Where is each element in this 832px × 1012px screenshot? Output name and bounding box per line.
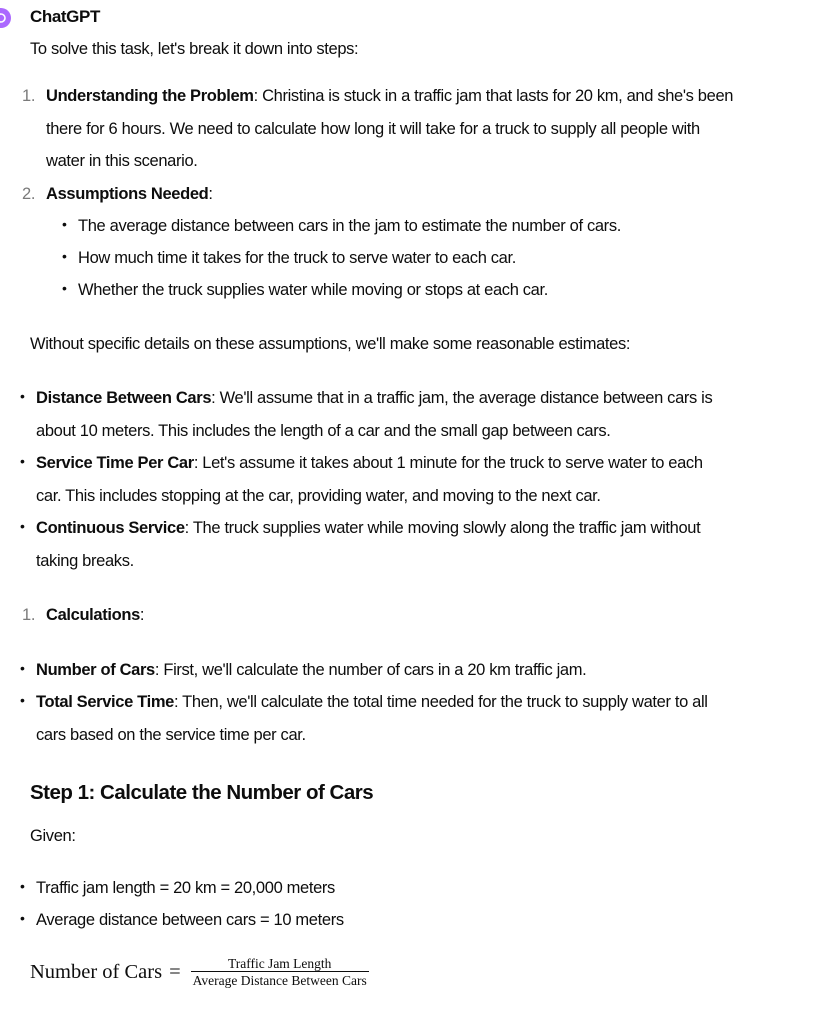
list-item: • Traffic jam length = 20 km = 20,000 meters [30,872,830,904]
message-author: ChatGPT [30,7,100,26]
item-title: Calculations [46,606,140,624]
list-item: • Continuous Service: The truck supplies water while moving slowly along the traffic jam without taking breaks. [30,512,826,577]
step1-heading: Step 1: Calculate the Number of Cars [30,781,374,804]
list-item: 1. Calculations: [40,599,830,632]
bullet-icon: • [20,692,25,708]
list-number: 2. [22,184,36,203]
given-list [20,872,830,936]
intro-text: To solve this task, let's break it down into steps: [30,40,359,58]
list-item: • The average distance between cars in the jam to estimate the number of cars. [72,210,830,242]
bullet-icon: • [62,280,67,296]
list-item: • Average distance between cars = 10 meters [30,904,830,936]
formula-fraction [191,956,369,989]
bullet-icon: • [20,388,25,404]
formula-lhs: Number of Cars [30,961,163,983]
item-title: Understanding the Problem [46,87,254,105]
estimates-intro: Without specific details on these assumptions, we'll make some reasonable estimates: [30,335,631,353]
bullet-icon: • [62,216,67,232]
bullet-icon: • [20,910,25,926]
list-number: 1. [22,606,36,624]
list-item: • Whether the truck supplies water while moving or stops at each car. [72,274,830,306]
list-item: • Service Time Per Car: Let's assume it takes about 1 minute for the truck to serve water to each car. This includes stopping at the car, providing water, and moving to the next car. [30,447,826,512]
assumptions-sublist [62,210,830,306]
calculations-list [22,599,830,632]
formula-equals: = [169,961,181,983]
estimates-list [20,382,830,577]
bullet-icon: • [20,659,25,676]
list-item: • How much time it takes for the truck to serve water to each car. [72,242,830,274]
steps-list [22,80,830,306]
formula-denominator: Average Distance Between Cars [192,973,367,988]
given-label: Given: [30,827,76,845]
list-item: • Number of Cars: First, we'll calculate the number of cars in a 20 km traffic jam. [30,654,826,687]
item-suffix: : [208,184,213,203]
list-item [22,80,830,178]
calc-items-list [20,654,830,752]
list-item: • Distance Between Cars: We'll assume that in a traffic jam, the average distance between cars is about 10 meters. This includes the length of a car and the small gap between cars. [30,382,826,447]
bullet-icon: • [20,518,25,534]
number-of-cars-formula [30,956,830,989]
assistant-avatar [0,8,11,28]
bullet-icon: • [20,878,25,894]
item-text: there for 6 hours. We need to calculate how long it will take for a truck to supply all people with [46,119,700,138]
bullet-icon: • [62,248,67,264]
list-item: • Total Service Time: Then, we'll calculate the total time needed for the truck to supply water to all cars based on the service time per car. [30,686,826,751]
formula-numerator: Traffic Jam Length [227,956,332,971]
item-text: : Christina is stuck in a traffic jam that lasts for 20 km, and she's been [253,87,734,105]
item-text: water in this scenario. [46,152,198,170]
list-item [22,178,830,307]
bullet-icon: • [20,453,25,469]
list-number: 1. [22,87,36,105]
openai-logo-icon [0,12,7,24]
item-title: Assumptions Needed [46,184,209,203]
assistant-message [20,38,830,989]
